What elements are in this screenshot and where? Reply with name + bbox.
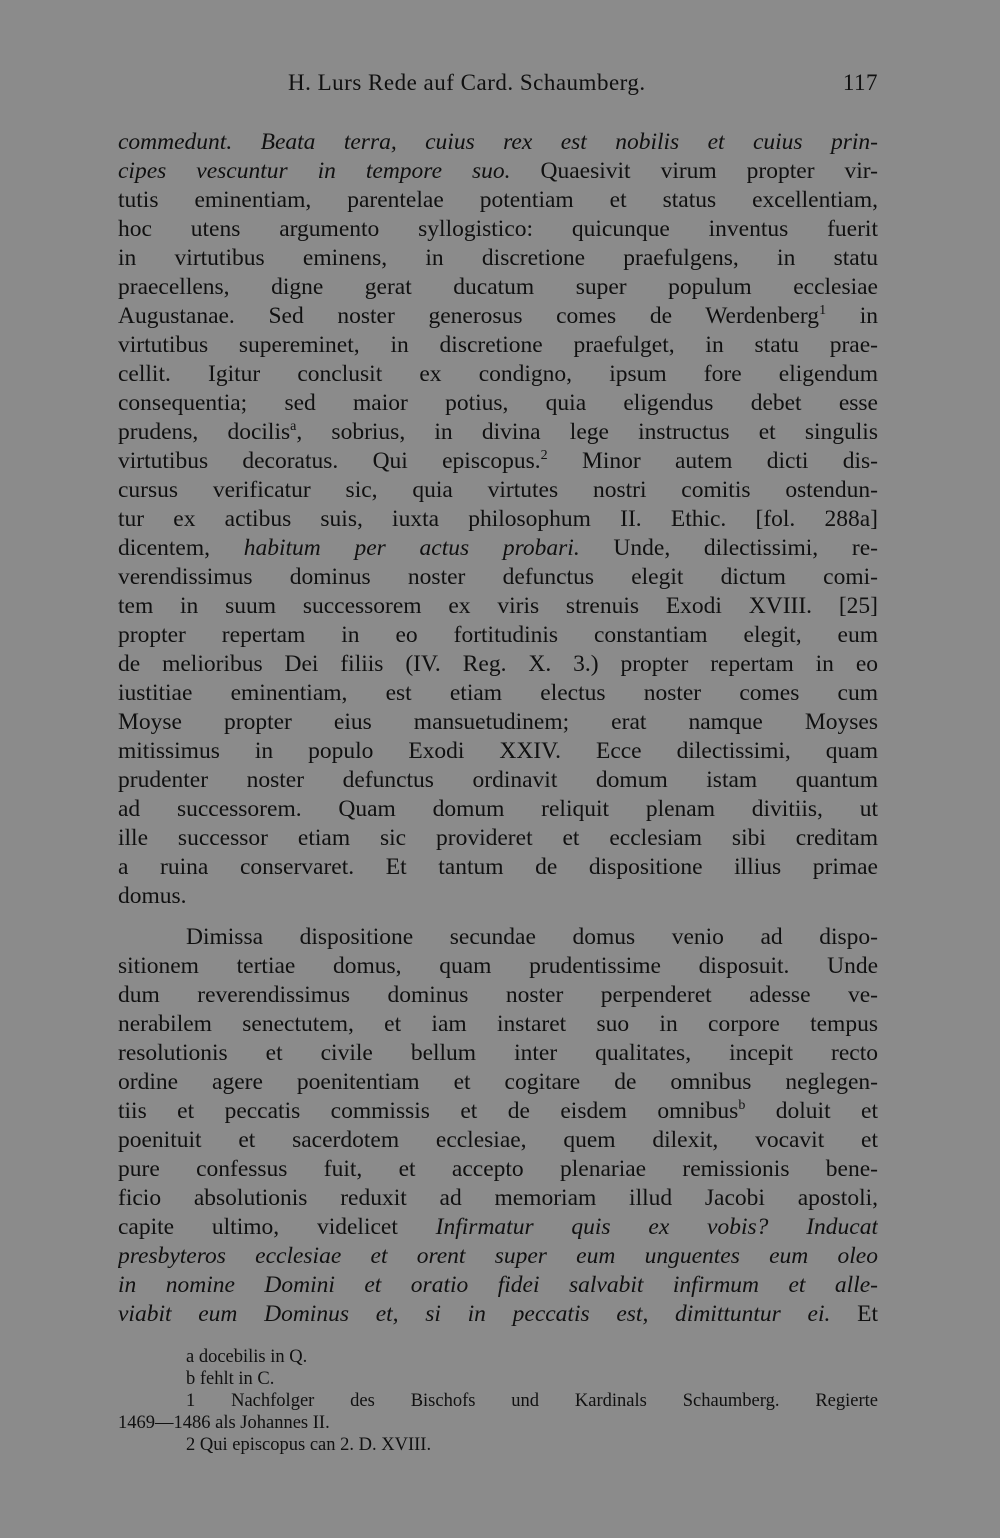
italic-quote: commedunt. Beata terra, cuius rex est nobilis et cuius prin- <box>118 129 878 155</box>
text-segment: dum reverendissimus dominus noster perpenderet adesse ve- <box>118 982 878 1008</box>
text-segment: de melioribus Dei filiis (IV. Reg. X. 3.) propter repertam in eo <box>118 651 878 677</box>
text-segment: verendissimus dominus noster defunctus elegit dictum comi- <box>118 564 878 590</box>
text-line <box>118 418 878 447</box>
footnote-marker: a <box>290 419 297 434</box>
text-segment: sitionem tertiae domus, quam prudentissime disposuit. Unde <box>118 953 878 979</box>
text-line <box>118 737 878 766</box>
text-segment: tutis eminentiam, parentelae potentiam et status excellentiam, <box>118 187 878 213</box>
footnote: 1 Nachfolger des Bischofs und Kardinals Schaumberg. Regierte <box>186 1391 878 1411</box>
text-line <box>118 215 878 244</box>
text-line <box>118 766 878 795</box>
text-segment: consequentia; sed maior potius, quia eligendus debet esse <box>118 390 878 416</box>
italic-quote: cipes vescuntur in tempore suo. <box>118 158 511 184</box>
text-segment: ad successorem. Quam domum reliquit plenam divitiis, ut <box>118 796 878 822</box>
text-line <box>118 923 878 952</box>
text-line <box>118 505 878 534</box>
main-text <box>118 128 878 1329</box>
text-segment: dicentem, <box>118 535 244 561</box>
text-line <box>118 1039 878 1068</box>
text-line <box>118 1097 878 1126</box>
footnote: 1469—1486 als Johannes II. <box>118 1413 330 1433</box>
text-segment: ille successor etiam sic provideret et ecclesiam sibi creditam <box>118 825 878 851</box>
text-segment: tem in suum successorem ex viris strenuis Exodi XVIII. [25] <box>118 593 878 619</box>
text-line <box>118 592 878 621</box>
text-line <box>118 679 878 708</box>
italic-quote: viabit eum Dominus et, si in peccatis est, dimittuntur ei. <box>118 1301 831 1327</box>
text-segment: doluit et <box>745 1098 878 1124</box>
text-line <box>118 273 878 302</box>
text-segment: resolutionis et civile bellum inter qualitates, incepit recto <box>118 1040 878 1066</box>
text-line <box>118 331 878 360</box>
text-segment: pure confessus fuit, et accepto plenariae remissionis bene- <box>118 1156 878 1182</box>
text-line <box>118 708 878 737</box>
footnote-marker: 2 <box>540 448 548 463</box>
italic-quote: habitum per actus probari. <box>243 535 580 561</box>
text-line <box>118 128 878 157</box>
text-segment: a ruina conservaret. Et tantum de dispositione illius primae <box>118 854 878 880</box>
page-number: 117 <box>842 70 878 95</box>
text-line <box>118 157 878 186</box>
text-segment: prudenter noster defunctus ordinavit domum istam quantum <box>118 767 878 793</box>
text-line <box>118 302 878 331</box>
text-line <box>118 650 878 679</box>
italic-quote: presbyteros ecclesiae et orent super eum unguentes eum oleo <box>118 1243 878 1269</box>
text-segment: virtutibus supereminet, in discretione praefulget, in statu prae- <box>118 332 878 358</box>
italic-quote: in nomine Domini et oratio fidei salvabit infirmum et alle- <box>118 1272 878 1298</box>
text-segment: ficio absolutionis reduxit ad memoriam illud Jacobi apostoli, <box>118 1185 878 1211</box>
footnote: b fehlt in C. <box>186 1369 275 1389</box>
text-segment: nerabilem senectutem, et iam instaret suo in corpore tempus <box>118 1011 878 1037</box>
text-line <box>118 1271 878 1300</box>
text-line <box>118 360 878 389</box>
text-line <box>118 981 878 1010</box>
text-segment: in <box>826 303 878 329</box>
footnotes <box>118 1346 878 1456</box>
text-segment: tiis et peccatis commissis et de eisdem omnibus <box>118 1098 739 1124</box>
text-segment: Quaesivit virum propter vir- <box>510 158 878 184</box>
text-segment: Dimissa dispositione secundae domus venio ad dispo- <box>186 924 878 950</box>
text-line <box>118 476 878 505</box>
italic-quote: Infirmatur quis ex vobis? Inducat <box>435 1214 878 1240</box>
text-line <box>118 389 878 418</box>
footnote: a docebilis in Q. <box>186 1347 308 1367</box>
text-segment: iustitiae eminentiam, est etiam electus noster comes cum <box>118 680 878 706</box>
text-segment: domus. <box>118 883 187 909</box>
text-line <box>118 1300 878 1329</box>
text-line <box>118 1068 878 1097</box>
text-segment: poenituit et sacerdotem ecclesiae, quem dilexit, vocavit et <box>118 1127 878 1153</box>
text-segment: capite ultimo, videlicet <box>118 1214 436 1240</box>
text-line <box>118 1184 878 1213</box>
text-segment: ordine agere poenitentiam et cogitare de omnibus neglegen- <box>118 1069 878 1095</box>
text-segment: prudens, docilis <box>118 419 291 445</box>
text-line <box>118 1242 878 1271</box>
text-line <box>118 447 878 476</box>
text-line <box>118 1155 878 1184</box>
text-segment: virtutibus decoratus. Qui episcopus. <box>118 448 541 474</box>
text-line <box>118 824 878 853</box>
text-segment: hoc utens argumento syllogistico: quicunque inventus fuerit <box>118 216 878 242</box>
text-line <box>118 534 878 563</box>
text-segment: cursus verificatur sic, quia virtutes nostri comitis ostendun- <box>118 477 878 503</box>
text-line <box>118 1126 878 1155</box>
footnote-marker: 1 <box>819 303 827 318</box>
text-line <box>118 621 878 650</box>
text-line <box>118 186 878 215</box>
text-segment: , sobrius, in divina lege instructus et singulis <box>296 419 878 445</box>
text-line <box>118 952 878 981</box>
text-line <box>118 244 878 273</box>
text-segment: propter repertam in eo fortitudinis constantiam elegit, eum <box>118 622 878 648</box>
text-segment: praecellens, digne gerat ducatum super populum ecclesiae <box>118 274 878 300</box>
text-line <box>118 795 878 824</box>
text-segment: Et <box>830 1301 878 1327</box>
text-segment: Unde, dilectissimi, re- <box>579 535 878 561</box>
text-line <box>118 882 878 911</box>
text-line <box>118 1010 878 1039</box>
text-line <box>118 853 878 882</box>
text-segment: Minor autem dicti dis- <box>547 448 878 474</box>
text-segment: cellit. Igitur conclusit ex condigno, ipsum fore eligendum <box>118 361 878 387</box>
text-segment: tur ex actibus suis, iuxta philosophum II. Ethic. [fol. 288a] <box>118 506 878 532</box>
text-segment: Augustanae. Sed noster generosus comes de Werdenberg <box>118 303 820 329</box>
page-header <box>118 66 878 102</box>
footnote: 2 Qui episcopus can 2. D. XVIII. <box>186 1435 432 1455</box>
footnote-marker: b <box>738 1098 746 1113</box>
text-segment: in virtutibus eminens, in discretione praefulgens, in statu <box>118 245 878 271</box>
text-segment: mitissimus in populo Exodi XXIV. Ecce dilectissimi, quam <box>118 738 878 764</box>
text-line <box>118 563 878 592</box>
text-segment: Moyse propter eius mansuetudinem; erat namque Moyses <box>118 709 878 735</box>
text-line <box>118 1213 878 1242</box>
running-title: H. Lurs Rede auf Card. Schaumberg. <box>288 70 646 95</box>
